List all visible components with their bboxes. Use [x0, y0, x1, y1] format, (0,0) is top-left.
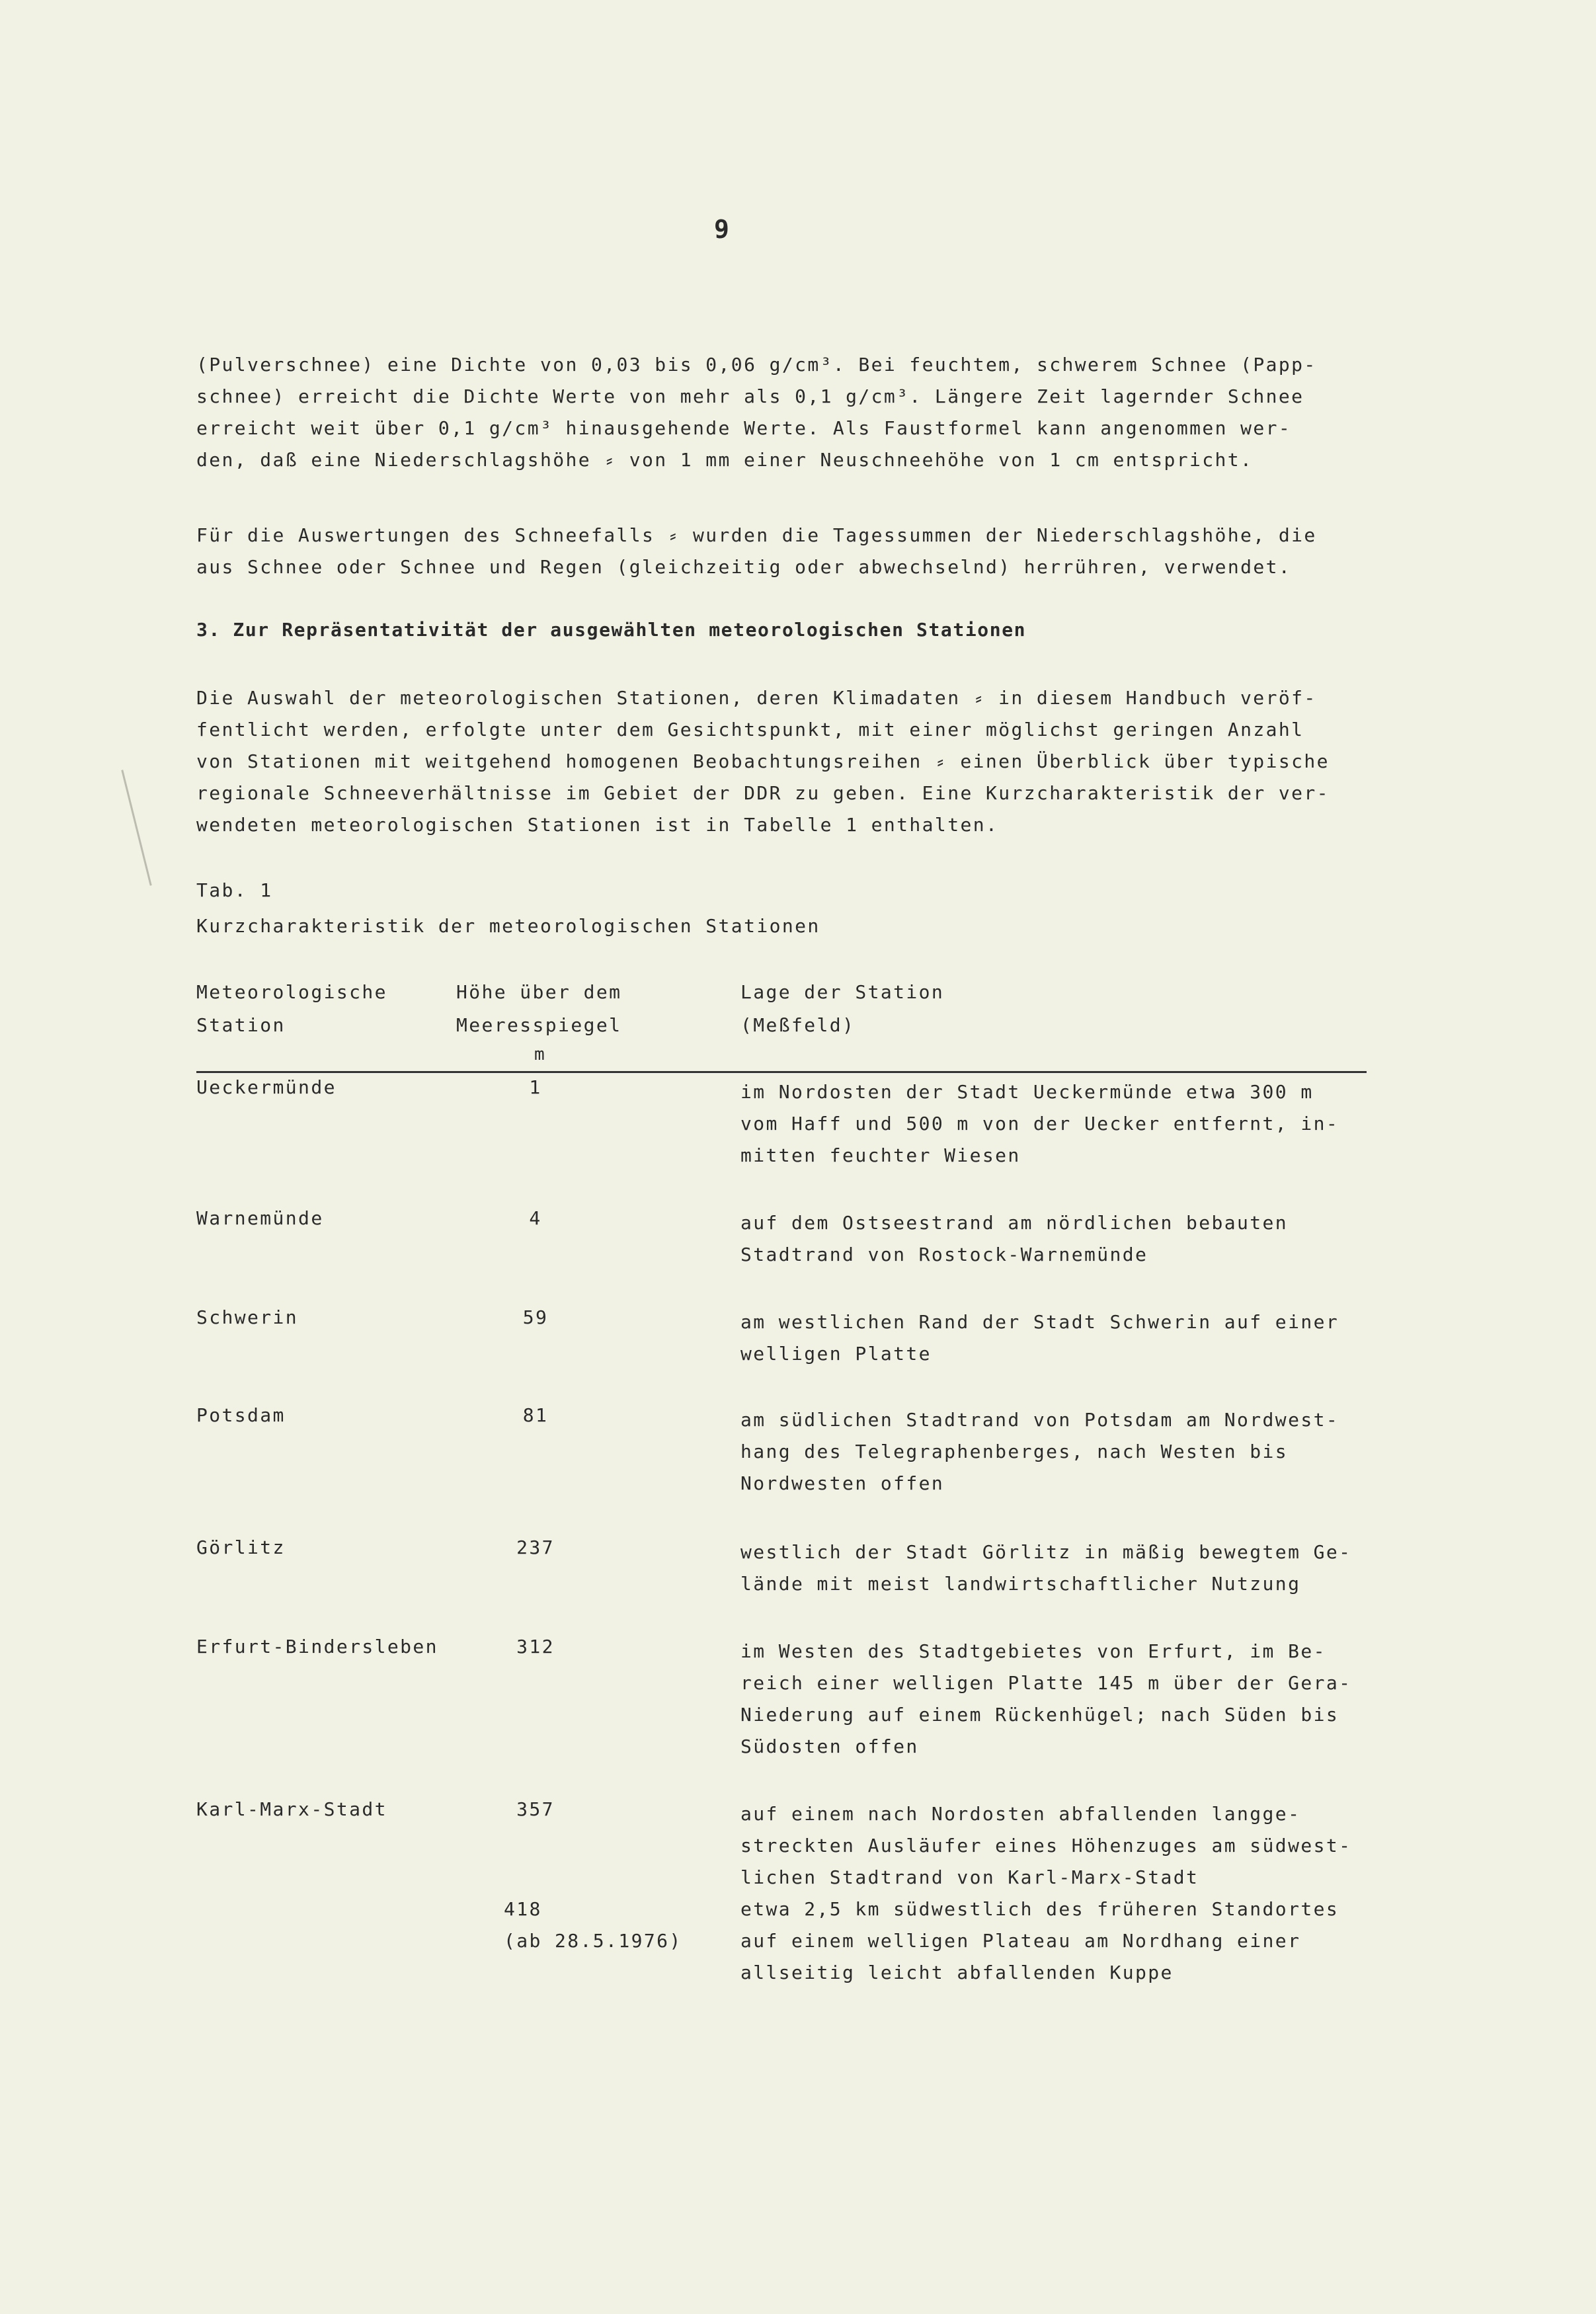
header-station [196, 976, 387, 1042]
station-height: 1 [529, 1076, 542, 1098]
text-line: erreicht weit über 0,1 g/cm³ hinausgehende Werte. Als Faustformel kann angenommen wer- [196, 417, 1292, 439]
section-heading: 3. Zur Repräsentativität der ausgewählten meteorologischen Stationen [196, 619, 1027, 641]
location-line: lichen Stadtrand von Karl-Marx-Stadt [740, 1866, 1199, 1888]
height-line: 418 [504, 1898, 542, 1920]
station-height-later [504, 1894, 682, 1957]
text-line: fentlicht werden, erfolgte unter dem Gesichtspunkt, mit einer möglichst geringen Anzahl [196, 719, 1304, 740]
station-name: Karl-Marx-Stadt [196, 1798, 387, 1820]
location-line: allseitig leicht abfallenden Kuppe [740, 1962, 1174, 1983]
station-name: Görlitz [196, 1536, 286, 1558]
location-line: im Westen des Stadtgebietes von Erfurt, im Be- [740, 1640, 1326, 1662]
location-line: streckten Ausläufer eines Höhenzuges am südwest- [740, 1835, 1352, 1856]
location-line: etwa 2,5 km südwestlich des früheren Standortes [740, 1898, 1339, 1920]
station-height: 81 [522, 1404, 549, 1426]
table-title: Kurzcharakteristik der meteorologischen Stationen [196, 915, 820, 937]
station-height: 312 [516, 1636, 555, 1657]
header-height-unit: m [534, 1045, 545, 1064]
text-line: (Pulverschnee) eine Dichte von 0,03 bis 0,06 g/cm³. Bei feuchtem, schwerem Schnee (Papp- [196, 354, 1317, 376]
header-height-line: Meeresspiegel [456, 1014, 622, 1036]
scan-margin-mark [121, 770, 151, 885]
station-location [740, 1076, 1339, 1172]
station-location [740, 1207, 1288, 1271]
station-location [740, 1536, 1351, 1600]
text-line: von Stationen mit weitgehend homogenen Beobachtungsreihen ⸗ einen Überblick über typische [196, 750, 1330, 772]
station-location [740, 1306, 1339, 1370]
location-line: reich einer welligen Platte 145 m über der Gera- [740, 1672, 1352, 1694]
location-line: lände mit meist landwirtschaftlicher Nutzung [740, 1573, 1301, 1595]
station-location [740, 1404, 1339, 1499]
station-height: 4 [529, 1207, 542, 1229]
table-header-rule [196, 1071, 1367, 1073]
header-height-line: Höhe über dem [456, 981, 622, 1003]
text-line: wendeten meteorologischen Stationen ist in Tabelle 1 enthalten. [196, 814, 999, 836]
location-line: am südlichen Stadtrand von Potsdam am Nordwest- [740, 1409, 1339, 1431]
text-line: regionale Schneeverhältnisse im Gebiet der DDR zu geben. Eine Kurzcharakteristik der ver- [196, 782, 1330, 804]
location-line: hang des Telegraphenberges, nach Westen bis [740, 1441, 1289, 1462]
text-line: aus Schnee oder Schnee und Regen (gleichzeitig oder abwechselnd) herrühren, verwendet. [196, 556, 1292, 578]
station-height: 357 [516, 1798, 555, 1820]
header-location-line: (Meßfeld) [740, 1014, 856, 1036]
station-location [740, 1894, 1339, 1989]
location-line: auf dem Ostseestrand am nördlichen bebauten [740, 1212, 1289, 1234]
page-number: 9 [714, 215, 729, 244]
station-location [740, 1798, 1351, 1894]
header-station-line: Station [196, 1014, 286, 1036]
text-line: Für die Auswertungen des Schneefalls ⸗ wurden die Tagessummen der Niederschlagshöhe, die [196, 524, 1317, 546]
station-location [740, 1636, 1351, 1763]
station-name: Erfurt-Bindersleben [196, 1636, 438, 1657]
location-line: auf einem nach Nordosten abfallenden langge- [740, 1803, 1301, 1825]
location-line: vom Haff und 500 m von der Uecker entfernt, in- [740, 1113, 1339, 1135]
height-note: (ab 28.5.1976) [504, 1930, 682, 1952]
text-line: den, daß eine Niederschlagshöhe ⸗ von 1 mm einer Neuschneehöhe von 1 cm entspricht. [196, 449, 1254, 471]
station-name: Warnemünde [196, 1207, 324, 1229]
station-name: Potsdam [196, 1404, 286, 1426]
location-line: Stadtrand von Rostock-Warnemünde [740, 1244, 1148, 1265]
station-name: Schwerin [196, 1306, 299, 1328]
location-line: am westlichen Rand der Stadt Schwerin auf einer [740, 1311, 1339, 1333]
location-line: Südosten offen [740, 1736, 919, 1757]
text-line: schnee) erreicht die Dichte Werte von mehr als 0,1 g/cm³. Längere Zeit lagernder Schnee [196, 385, 1304, 407]
location-line: Nordwesten offen [740, 1472, 945, 1494]
paragraph-station-selection [196, 682, 1367, 841]
station-name: Ueckermünde [196, 1076, 337, 1098]
paragraph-snow-density [196, 349, 1367, 476]
location-line: auf einem welligen Plateau am Nordhang einer [740, 1930, 1301, 1952]
location-line: im Nordosten der Stadt Ueckermünde etwa 300 m [740, 1081, 1314, 1103]
location-line: westlich der Stadt Görlitz in mäßig bewegtem Ge- [740, 1541, 1352, 1563]
text-line: Die Auswahl der meteorologischen Stationen, deren Klimadaten ⸗ in diesem Handbuch veröf- [196, 687, 1317, 709]
station-height: 59 [522, 1306, 549, 1328]
header-location [740, 976, 944, 1042]
paragraph-evaluation [196, 520, 1367, 583]
header-location-line: Lage der Station [740, 981, 945, 1003]
station-height: 237 [516, 1536, 555, 1558]
header-height [456, 976, 621, 1042]
table-label: Tab. 1 [196, 879, 273, 901]
location-line: mitten feuchter Wiesen [740, 1144, 1021, 1166]
location-line: welligen Platte [740, 1343, 932, 1365]
location-line: Niederung auf einem Rückenhügel; nach Süden bis [740, 1704, 1339, 1726]
header-station-line: Meteorologische [196, 981, 387, 1003]
